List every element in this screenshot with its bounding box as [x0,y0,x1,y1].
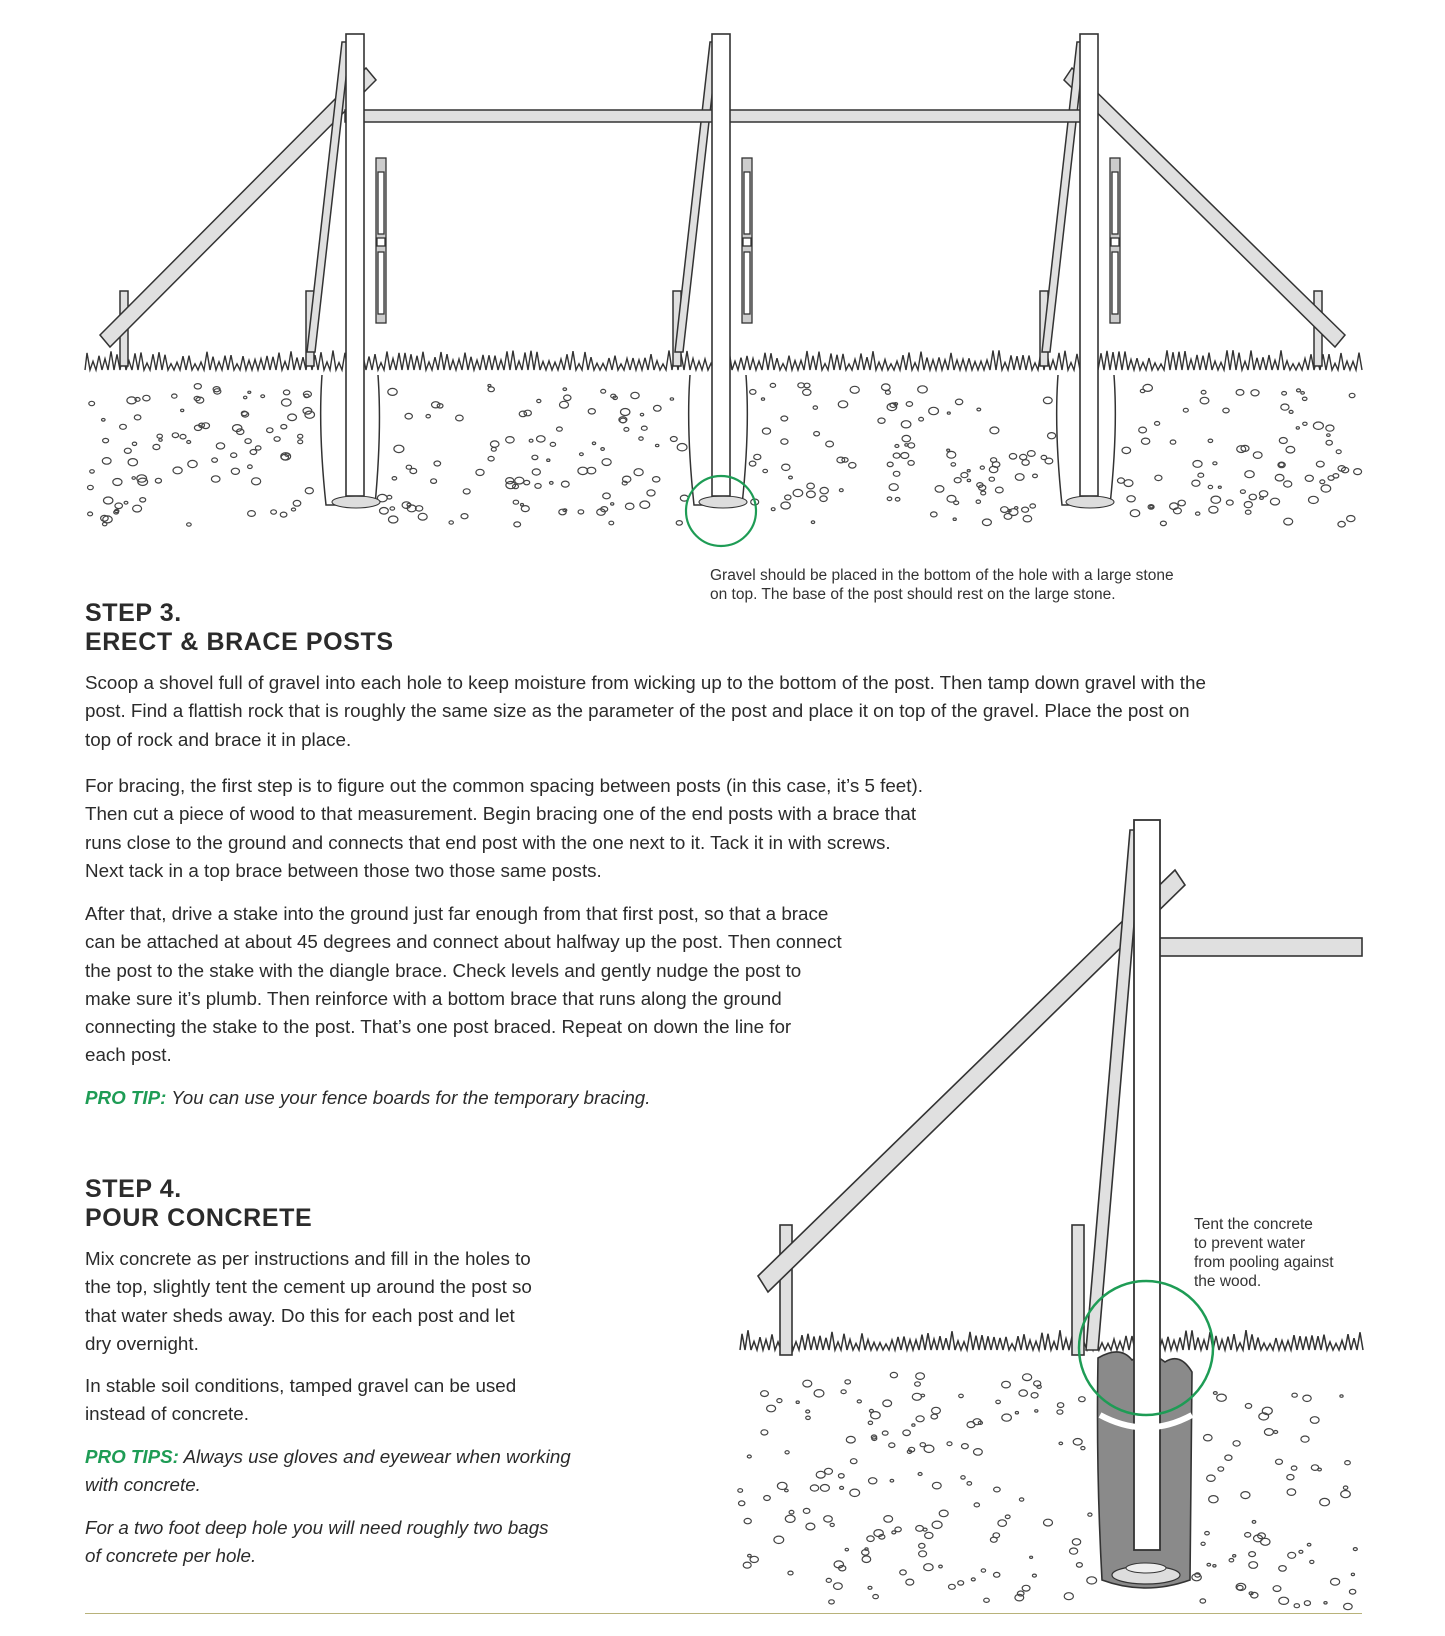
step4-label: STEP 4. [85,1175,182,1203]
step3-p2-line: Next tack in a top brace between those two those same posts. [85,859,602,881]
grass-line [740,1330,1363,1350]
step3-p1-line: Scoop a shovel full of gravel into each hole to keep moisture from wicking up to the bottom of the post. Then tamp down gravel with the [85,672,1206,693]
step3-p3-line: make sure it’s plumb. Then reinforce with a bottom brace that runs along the ground [85,987,782,1009]
step3-title: ERECT & BRACE POSTS [85,628,394,656]
tent-caption-line: the wood. [1194,1273,1262,1290]
step3-p2-line: runs close to the ground and connects that end post with the one next to it. Tack it in with screws. [85,831,891,853]
step4-p2-line: In stable soil conditions, tamped gravel can be used [85,1375,517,1396]
tent-concrete-caption [1194,1215,1334,1291]
step4-p1-line: Mix concrete as per instructions and fill in the holes to [85,1248,531,1269]
step3-p3-line: can be attached at about 45 degrees and connect about halfway up the post. Then connect [85,931,842,953]
step3-p3-line: the post to the stake with the diangle brace. Check levels and gently nudge the post to [85,959,802,981]
step4-title: POUR CONCRETE [85,1204,313,1232]
pro-tips-text: Always use gloves and eyewear when working [178,1446,571,1467]
step3-p3-line: each post. [85,1044,172,1066]
step3-p2-line: Then cut a piece of wood to that measurement. Begin bracing one of the end posts with a brace that [85,803,917,825]
tent-caption-line: from pooling against [1194,1254,1334,1271]
concrete-note-line: For a two foot deep hole you will need roughly two bags [85,1517,549,1538]
step3-p3-line: After that, drive a stake into the ground just far enough from that first post, so that a brace [85,903,829,924]
gravel-caption-line-1: Gravel should be placed in the bottom of the hole with a large stone [710,567,1174,584]
step4-p1-line: dry overnight. [85,1332,199,1354]
pro-tips-label: PRO TIPS: [85,1446,179,1467]
step4-p1-line: that water sheds away. Do this for each post and let [85,1304,515,1326]
footer-divider [85,1613,1362,1614]
step3-p2-line: For bracing, the first step is to figure out the common spacing between posts (in this case, it’s 5 feet). [85,775,923,796]
step3-p1-line: top of rock and brace it in place. [85,728,352,750]
tent-caption-line: Tent the concrete [1194,1216,1313,1233]
tent-caption-line: to prevent water [1194,1235,1306,1252]
step3-p1-line: post. Find a flattish rock that is roughly the same size as the parameter of the post and place it on top of the gravel. Place the post on [85,700,1190,722]
concrete-note-line: of concrete per hole. [85,1545,257,1567]
step3-label: STEP 3. [85,599,182,627]
pro-tip-label: PRO TIP: [85,1087,167,1108]
gravel-caption-line-2: on top. The base of the post should rest on the large stone. [710,586,1116,603]
step3-p3-line: connecting the stake to the post. That’s one post braced. Repeat on down the line for [85,1016,792,1038]
pro-tip-text: You can use your fence boards for the temporary bracing. [166,1087,651,1108]
step4-p2-line: instead of concrete. [85,1403,249,1425]
step4-p1-line: the top, slightly tent the cement up around the post so [85,1276,532,1298]
pro-tips-text-line-2: with concrete. [85,1474,201,1496]
